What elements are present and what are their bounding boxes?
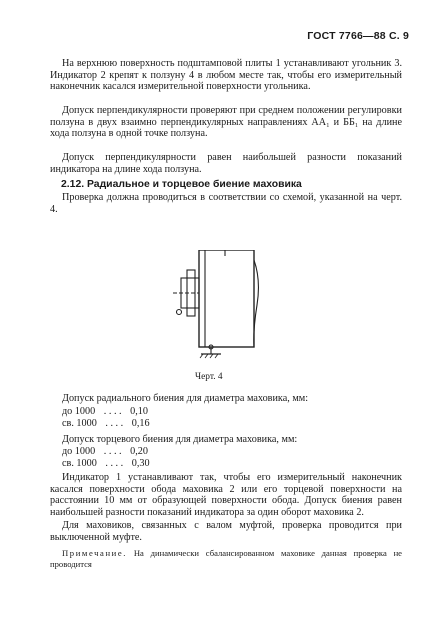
radial-row-1-label: до 1000 [62,406,96,417]
paragraph-installation: На верхнюю поверхность подштамповой плиты 1 устанавливают угольник 3. Индикатор 2 крепят к ползуну 4 в любом месте так, чтобы его измерительный наконечник касался измерительной поверхности угольника. [50,58,402,93]
section-title: Радиальное и торцевое биение маховика [87,179,302,190]
flywheel-runout-diagram [165,250,285,362]
radial-row-1 [62,406,148,417]
radial-row-2-dots: . . . . [105,418,124,429]
radial-row-1-dots: . . . . [103,406,122,417]
paragraph-coupling: Для маховиков, связанных с валом муфтой, проверка проводится при выключенной муфте. [50,520,402,543]
page-header: ГОСТ 7766—88 С. 9 [307,30,409,42]
note [50,548,402,569]
axial-row-2-dots: . . . . [105,458,124,469]
axial-tolerance-heading: Допуск торцевого биения для диаметра маховика, мм: [62,434,298,445]
section-heading [61,179,302,190]
radial-row-2-label: св. 1000 [62,418,97,429]
radial-row-1-value: 0,10 [130,406,148,417]
flywheel-hub [181,278,199,308]
axial-row-1-label: до 1000 [62,446,96,457]
paragraph-perpendicularity-tolerance: Допуск перпендикулярности равен наибольшей разности показаний индикатора на длине хода ползуна. [50,152,402,175]
axial-row-1 [62,446,148,457]
figure-caption: Черт. 4 [195,372,223,382]
axial-row-1-value: 0,20 [130,446,148,457]
flywheel-body [199,250,254,347]
section-number: 2.12. [61,179,85,190]
axial-row-2-value: 0,30 [131,458,150,469]
axial-row-1-dots: . . . . [103,446,122,457]
note-text: На динамически сбалансированном маховике данная проверка не проводится [50,548,402,569]
paragraph-scheme-reference: Проверка должна проводиться в соответствии со схемой, указанной на черт. 4. [50,192,402,215]
radial-row-2 [62,418,150,429]
radial-row-2-value: 0,16 [131,418,150,429]
axial-row-2 [62,458,150,469]
paragraph-perpendicularity-check: Допуск перпендикулярности проверяют при среднем положении регулировки ползуна в двух взаимно перпендикулярных направлениях АА₁ и ББ₁ на длине хода ползуна в одной точке ползуна. [50,105,402,140]
radial-tolerance-heading: Допуск радиального биения для диаметра маховика, мм: [62,393,309,404]
note-label: Примечание. [62,548,128,558]
axial-row-2-label: св. 1000 [62,458,97,469]
side-indicator [177,310,182,315]
paragraph-indicator-setup: Индикатор 1 устанавливают так, чтобы его измерительный наконечник касался поверхности обода маховика 2 или его торцевой поверхности на расстоянии 10 мм от образующей поверхности обода. Допуск биения равен наибольшей разности показаний индикатора за один оборот маховика 2. [50,472,402,518]
